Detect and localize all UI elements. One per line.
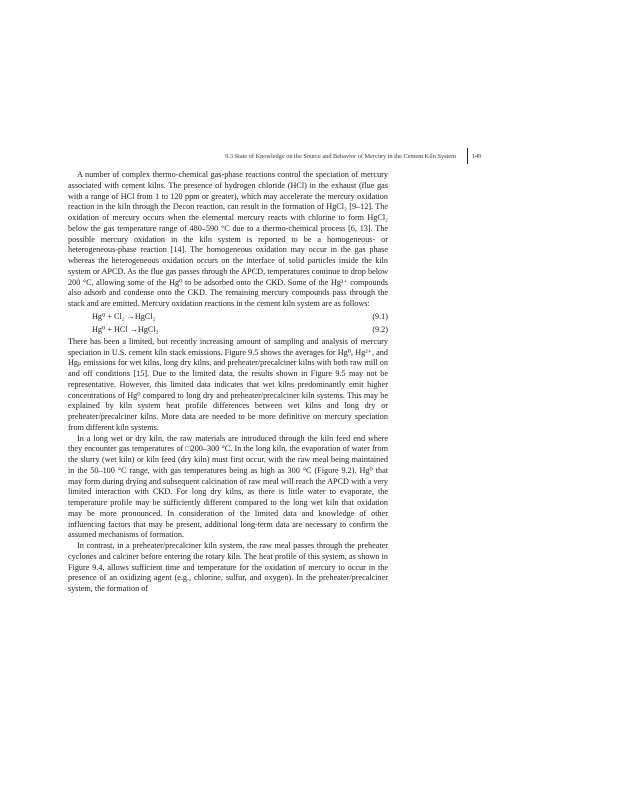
equation-expression: Hg⁰ + Cl₂ →HgCl₂ xyxy=(92,311,156,321)
equation-number: (9.2) xyxy=(372,325,388,335)
equation-9-2 xyxy=(68,323,388,337)
running-header xyxy=(68,150,538,163)
header-divider xyxy=(467,148,468,164)
paragraph-speciation: A number of complex thermo-chemical gas-phase reactions control the speciation of mercury associated with cement kilns. The presence of hydrogen chloride (HCl) in the exhaust (flue gas with a range of HCl from 1 to 120 ppm or greater), which may accelerate the mercury oxidation reaction in the kiln through the Decon reaction, can result in the formation of HgCl₂ [9–12]. The oxidation of mercury occurs when the elemental mercury reacts with chlorine to form HgCl₂ below the gas temperature range of 480–590 °C due to a thermo-chemical process [6, 13]. The possible mercury oxidation in the kiln system is reported to be a homogeneous- or heterogeneous-phase reaction [14]. The homogeneous oxidation may occur in the gas phase whereas the heterogeneous oxidation occurs on the interface of solid particles inside the kiln system or APCD. As the flue gas passes through the APCD, temperatures continue to drop below 200 °C, allowing some of the Hg⁰ to be adsorbed onto the CKD. Some of the Hg²⁺ compounds also adsorb and condense onto the CKD. The remaining mercury compounds pass through the stack and are emitted. Mercury oxidation reactions in the cement kiln system are as follows: xyxy=(68,170,388,308)
equation-9-1 xyxy=(68,310,388,324)
equation-expression: Hg⁰ + HCl →HgCl₂ xyxy=(92,325,159,335)
paragraph-long-kiln: In a long wet or dry kiln, the raw materials are introduced through the kiln feed end where they encounter gas temperatures of □200–300 °C. In the long kiln, the evaporation of water from the slurry (wet kiln) or kiln feed (dry kiln) must first occur, with the raw meal being maintained in the 50–100 °C range, with gas temperatures being as high as 300 °C (Figure 9.2). Hg⁰ that may form during drying and subsequent calcination of raw meal will reach the APCD with a very limited interaction with CKD. For long dry kilns, as there is little water to evaporate, the temperature profile may be sufficiently different compared to the long wet kiln that oxidation may be more pronounced. In consideration of the limited data and knowledge of other influencing factors that may be present, additional long-term data are necessary to confirm the assumed mechanisms of formation. xyxy=(68,433,388,540)
body-text xyxy=(68,170,388,595)
page-number: 149 xyxy=(472,153,482,160)
equation-number: (9.1) xyxy=(372,311,388,321)
paragraph-preheater: In contrast, in a preheater/precalciner kiln system, the raw meal passes through the preheater cyclones and calciner before entering the rotary kiln. The heat profile of this system, as shown in Figure 9.4, allows sufficient time and temperature for the oxidation of mercury to occur in the presence of an oxidizing agent (e.g., chlorine, sulfur, and oxygen). In the preheater/precalciner system, the formation of xyxy=(68,541,388,593)
paragraph-sampling: There has been a limited, but recently increasing amount of sampling and analysis of mercury speciation in U.S. cement kiln stack emissions. Figure 9.5 shows the averages for Hg⁰, Hg²⁺, and Hgₚ emissions for wet kilns, long dry kilns, and preheater/precalciner kilns with both raw mill on and off conditions [15]. Due to the limited data, the results shown in Figure 9.5 may not be representative. However, this limited data indicates that wet kilns predominantly emit higher concentrations of Hg⁰ compared to long dry and preheater/precalciner kiln systems. This may be explained by kiln system heat profile differences between wet kilns and long dry or preheater/precalciner kilns. More data are needed to be more definitive on mercury speciation from different kiln systems. xyxy=(68,336,388,432)
running-head-title: 9.3 State of Knowledge on the Source and Behavior of Mercury in the Cement Kiln System xyxy=(225,153,456,160)
